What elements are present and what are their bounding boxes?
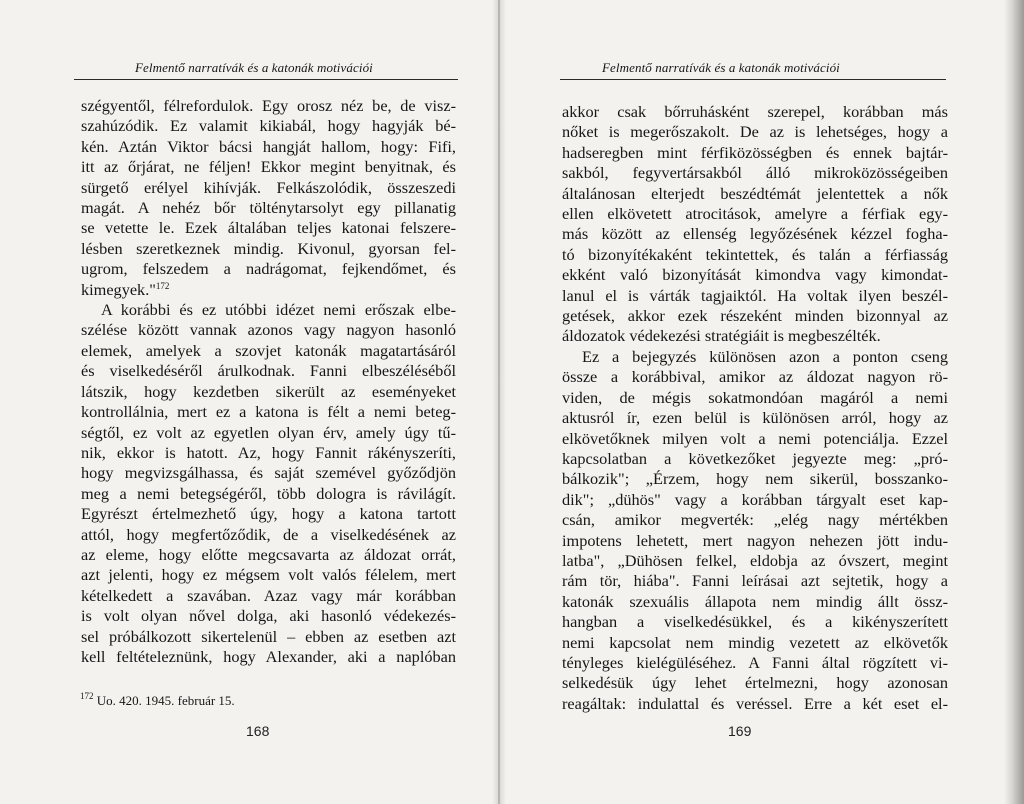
footnote-marker: 172 [80, 691, 94, 701]
text-line: viden, de mégis sokatmondóan magáról a nemi [562, 387, 948, 407]
text-line: kén. Aztán Viktor bácsi hangját hallom, hogy: Fifi, [81, 136, 456, 156]
text-line: áldozatok védekezési stratégiáit is megbeszélték. [562, 326, 881, 346]
text-line: sakból, fegyvertársakból álló mikroközösségeiben [562, 163, 948, 183]
text-line: ekként való bizonyítását kimondva vagy kimondat- [562, 265, 948, 285]
text-line: latba", „Dühösen felkel, eldobja az óvszert, megint [562, 550, 948, 570]
text-line: ugrom, felszedem a nadrágomat, fejkendőmet, és [81, 259, 456, 279]
text-line: más között az ellenség legyőzésének kézzel fogha- [562, 224, 948, 244]
text-line: se vetette le. Ezek általában teljes katonai felszere- [81, 218, 456, 238]
text-line: kell feltételeznünk, hogy Alexander, aki a naplóban [81, 646, 456, 666]
text-line: attól, hogy megfertőződik, de a viselkedésének az [81, 524, 456, 544]
text-line: aktusról ír, ezen belül is különösen arról, hogy az [562, 408, 948, 428]
running-head: Felmentő narratívák és a katonák motivációi [602, 60, 840, 75]
text-line: reagáltak: indulattal és veréssel. Erre a két eset el- [562, 693, 948, 713]
text-line: hogy megvizsgálhassa, és saját szemével győződjön [81, 463, 456, 483]
right-body-text [562, 102, 948, 714]
header-rule [560, 79, 946, 80]
left-page [0, 0, 498, 804]
text-line: sürgető erélyel kihívják. Felkászolódik, összeszedi [81, 177, 456, 197]
text-line: azt jelenti, hogy ez mégsem volt valós félelem, mert [81, 565, 456, 585]
text-line: szahúzódik. Ez valamit kikiabál, hogy hagyják bé- [81, 116, 456, 136]
text-line: szélése között vannak azonos vagy nagyon hasonló [81, 320, 456, 340]
text-line: kapcsolatban a következőket jegyezte meg: „pró- [562, 448, 948, 468]
page-edge-shadow [1004, 0, 1024, 804]
footnote [80, 693, 235, 709]
text-line: sel próbálkozott sikertelenül – ebben az esetben azt [81, 626, 456, 646]
text-line: szégyentől, félrefordulok. Egy orosz néz be, de visz- [81, 96, 456, 115]
text-line: hadseregben mint férfiközösségben és ennek bajtár- [562, 142, 948, 162]
page-number: 169 [728, 723, 752, 739]
text-line: nik, ekkor is hatott. Az, hogy Fannit rákényszeríti, [81, 442, 456, 462]
running-head: Felmentő narratívák és a katonák motivációi [135, 60, 373, 75]
footnote-reference[interactable]: 172 [155, 280, 170, 291]
text-line: rám tör, hiába". Fanni leírásai azt sejtetik, hogy a [562, 571, 948, 591]
page-number: 168 [246, 723, 270, 739]
text-line: lanul el is várták tagjaiktól. Ha voltak ilyen beszél- [562, 285, 948, 305]
right-page [498, 0, 1024, 804]
text-line: kételkedett a szavában. Azaz vagy már korábban [81, 585, 456, 605]
text-line: tényleges kielégüléséhez. A Fanni által rögzített vi- [562, 652, 948, 672]
text-line: akkor csak bőrruhásként szerepel, korábban más [562, 102, 948, 121]
text-line: ellen elkövetett atrocitások, amelyre a férfiak egy- [562, 204, 948, 224]
header-rule [74, 79, 458, 80]
text-line: Ez a bejegyzés különösen azon a ponton cseng [582, 346, 948, 366]
text-line: is volt olyan nővel dolga, aki hasonló védekezés- [81, 606, 456, 626]
text-line: itt az őrjárat, ne féljen! Ekkor megint benyitnak, és [81, 157, 456, 177]
text-line: Egyrészt értelmezhető úgy, hogy a katona tartott [81, 504, 456, 524]
text-line: impotens lehetett, mert nagyon nehezen jött indu- [562, 530, 948, 550]
text-line: elkövetőknek milyen volt a nemi potenciálja. Ezzel [562, 428, 948, 448]
text-line: A korábbi és ez utóbbi idézet nemi erőszak elbe- [101, 300, 456, 320]
text-line: és viselkedéséről árulkodnak. Fanni elbeszéléséből [81, 361, 456, 381]
text-line: elemek, amelyek a szovjet katonák magatartásáról [81, 340, 456, 360]
text-line: getések, akkor ezek részeként minden bizonnyal az [562, 306, 948, 326]
footnote-text: Uo. 420. 1945. február 15. [96, 693, 235, 708]
text-line: az eleme, hogy előtte megcsavarta az áldozat orrát, [81, 544, 456, 564]
text-line: nőket is megerőszakolt. De az is lehetséges, hogy a [562, 122, 948, 142]
left-body-text [81, 96, 456, 667]
text-line [81, 280, 456, 300]
text-line: látszik, hogy kezdetben sikerült az eseményeket [81, 381, 456, 401]
text-line: selkedésük úgy lehet értelmezni, hogy azonosan [562, 673, 948, 693]
text-line: nemi kapcsolat nem mindig vezetett az elkövetők [562, 632, 948, 652]
text-line: meg a nemi betegségéről, több dologra is rávilágít. [81, 483, 456, 503]
text-line: hangban a viselkedésükkel, és a kikényszerített [562, 612, 948, 632]
text-line: katonák szexuális állapota nem mindig állt össz- [562, 591, 948, 611]
text-line: dik"; „dühös" vagy a korábban tárgyalt eset kap- [562, 489, 948, 509]
text-line: csán, amikor megverték: „elég nagy mértékben [562, 510, 948, 530]
text-line: kontrollálnia, mert ez a katona is félt a nemi beteg- [81, 402, 456, 422]
text-line: össze a korábbival, amikor az áldozat nagyon rö- [562, 367, 948, 387]
text-line: bálkozik"; „Érzem, hogy nem sikerül, bosszanko- [562, 469, 948, 489]
text-line: általánosan elterjedt beszédtémát jelentettek a nők [562, 183, 948, 203]
text-line: magát. A nehéz bőr tölténytarsolyt egy pillanatig [81, 198, 456, 218]
quote-end: kimegyek." [81, 279, 156, 299]
text-line: ségtől, ez volt az egyetlen olyan érv, amely úgy tű- [81, 422, 456, 442]
text-line: lésben szeretkeznek mindig. Kivonul, gyorsan fel- [81, 238, 456, 258]
text-line: tó bizonyítékaként tekintettek, és talán a férfiasság [562, 244, 948, 264]
